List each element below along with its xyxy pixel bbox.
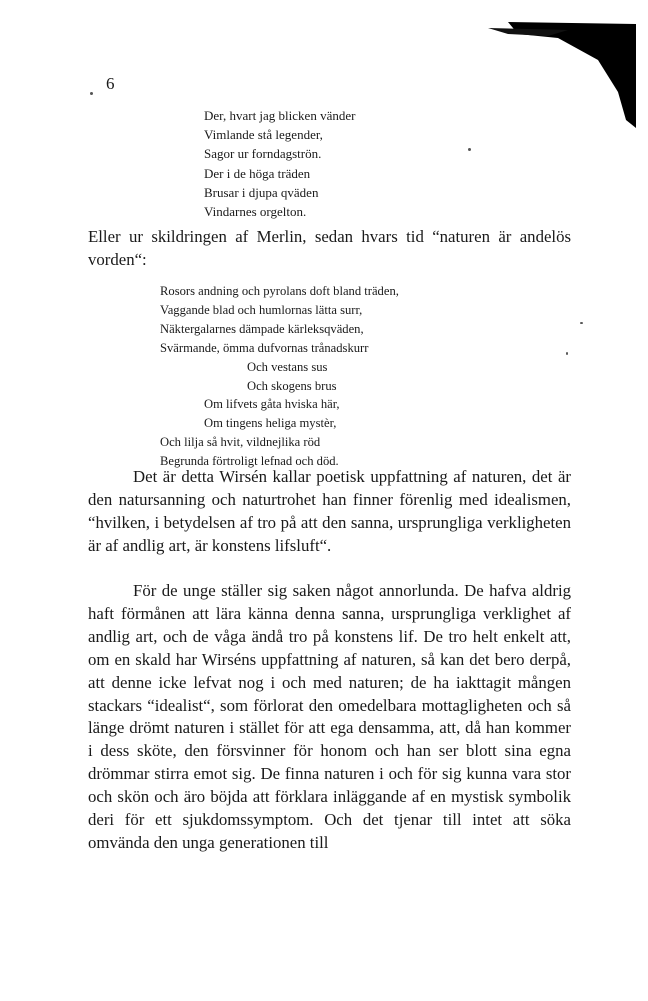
scan-speck	[90, 92, 93, 95]
poem-line: Vimlande stå legender,	[204, 127, 323, 143]
poem-line: Om lifvets gåta hviska här,	[204, 397, 340, 412]
poem-two	[160, 282, 399, 471]
poem-line: Och skogens brus	[247, 378, 337, 393]
poem-line: Begrunda förtroligt lefnad och död.	[160, 454, 339, 469]
poem-line: Rosors andning och pyrolans doft bland träden,	[160, 284, 399, 298]
poem-line: Der i de höga träden	[204, 165, 311, 181]
poem-line: Sagor ur forndagströn.	[204, 146, 322, 162]
page-number: 6	[106, 74, 115, 93]
poem-line: Der, hvart jag blicken vänder	[204, 108, 356, 123]
scan-corner-shadow	[448, 20, 638, 130]
scan-speck	[468, 148, 471, 151]
poem-line: Och vestans sus	[247, 359, 328, 374]
poem-line: Vaggande blad och humlornas lätta surr,	[160, 302, 363, 317]
poem-line: Om tingens heliga mystèr,	[204, 416, 337, 431]
paragraph-two: Det är detta Wirsén kallar poetisk uppfattning af naturen, det är den natursanning och naturtrohet han finner förenlig med idealismen, “hvilken, i betydelsen af tro på att den sanna, ursprungliga verkligheten är af andlig art, är konstens lifsluft“.	[88, 467, 571, 555]
paragraph-three: För de unge ställer sig saken något annorlunda. De hafva aldrig haft förmånen att lära känna denna sanna, ursprungliga verklighet af andlig art, och de våga ändå tro på konstens lif. De tro helt enkelt att, om en skald har Wirséns uppfattning af naturen, så kan det bero derpå, att denne icke lefvat nog i och med naturen; de ha iakttagit mången stackars “idealist“, som förlorat den omedelbara mottagligheten och så länge drömt naturen i stället för att ega densamma, att, då han kommer i dess sköte, den försvinner för honom och han ser blott sina egna drömmar stirra emot sig. De finna naturen i och för sig kunna vara stor och skön och äro böjda att förklara inläggande af en mystisk symbolik deri för ett sjukdomssymptom. Och det tjenar till intet att söka omvända den unga generationen till	[88, 581, 571, 852]
paragraph-one: Eller ur skildringen af Merlin, sedan hvars tid “naturen är andelös vorden“:	[88, 227, 571, 269]
poem-one	[204, 106, 355, 221]
scan-speck	[566, 352, 568, 355]
poem-line: Näktergalarnes dämpade kärleksqväden,	[160, 321, 364, 336]
poem-line: Vindarnes orgelton.	[204, 204, 307, 220]
poem-line: Svärmande, ömma dufvornas trånadskurr	[160, 340, 369, 355]
poem-line: Och lilja så hvit, vildnejlika röd	[160, 435, 321, 450]
poem-line: Brusar i djupa qväden	[204, 184, 319, 200]
scan-speck	[580, 322, 583, 324]
